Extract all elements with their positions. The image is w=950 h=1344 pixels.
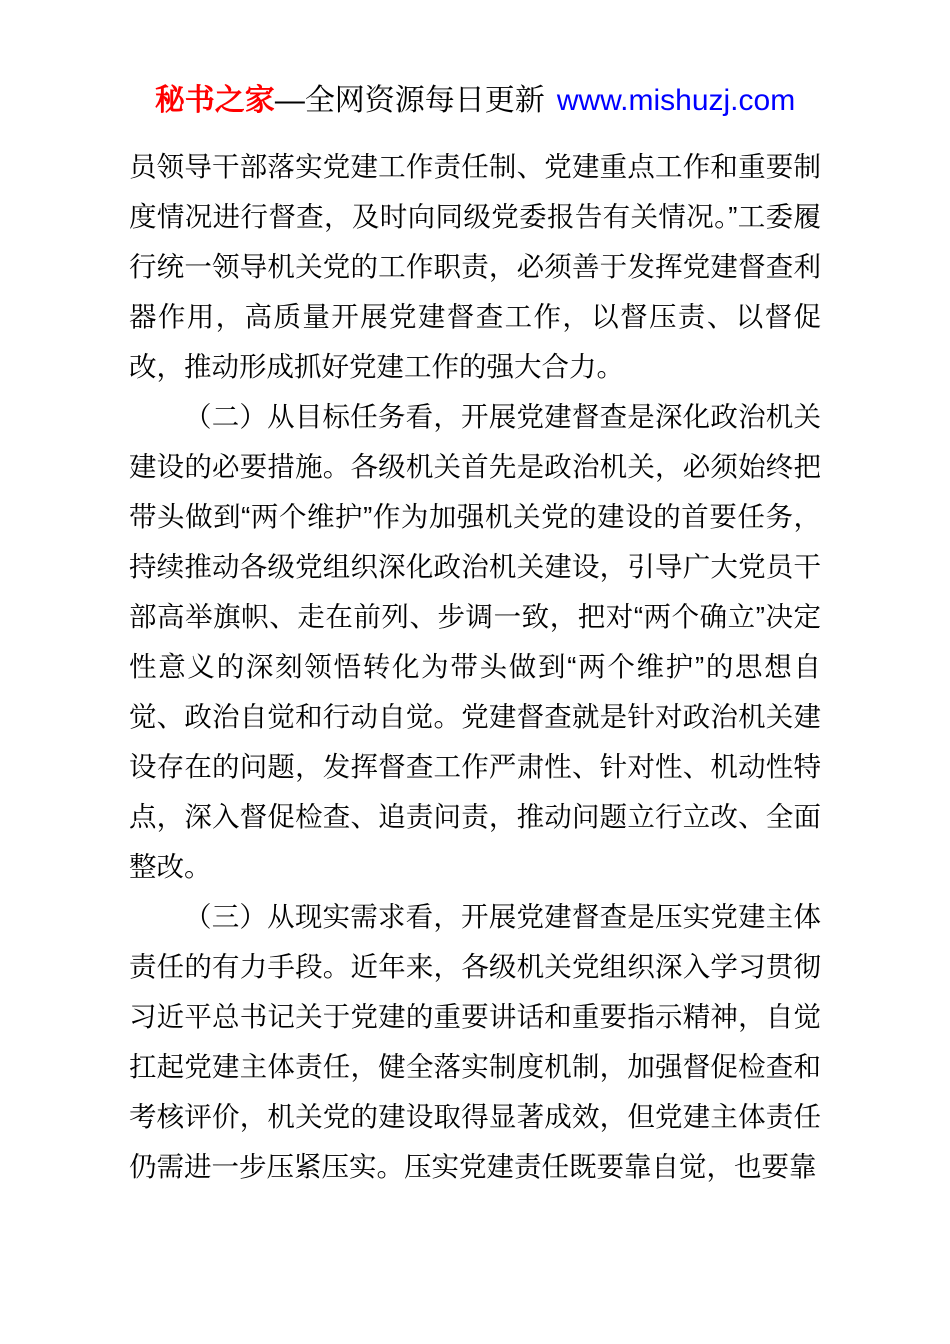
site-brand: 秘书之家 bbox=[154, 84, 275, 117]
header-tagline: 全网资源每日更新 bbox=[304, 84, 545, 117]
page-header bbox=[0, 0, 950, 118]
paragraph-continuation: 员领导干部落实党建工作责任制、党建重点工作和重要制度情况进行督查，及时向同级党委报告有关情况。”工委履行统一领导机关党的工作职责，必须善于发挥党建督查利器作用，高质量开展党建督查工作，以督压责、以督促改，推动形成抓好党建工作的强大合力。 bbox=[129, 151, 821, 382]
site-url-link[interactable]: www.mishuzj.com bbox=[556, 84, 796, 117]
paragraph-section-two: （二）从目标任务看，开展党建督查是深化政治机关建设的必要措施。各级机关首先是政治机关，必须始终把带头做到“两个维护”作为加强机关党的建设的首要任务，持续推动各级党组织深化政治机关建设，引导广大党员干部高举旗帜、走在前列、步调一致，把对“两个确立”决定性意义的深刻领悟转化为带头做到“两个维护”的思想自觉、政治自觉和行动自觉。党建督查就是针对政治机关建设存在的问题，发挥督查工作严肃性、针对性、机动性特点，深入督促检查、追责问责，推动问题立行立改、全面整改。 bbox=[129, 401, 821, 882]
document-body bbox=[129, 142, 821, 1192]
header-dash: — bbox=[274, 84, 305, 117]
paragraph-section-three: （三）从现实需求看，开展党建督查是压实党建主体责任的有力手段。近年来，各级机关党组织深入学习贯彻习近平总书记关于党建的重要讲话和重要指示精神，自觉扛起党建主体责任，健全落实制度机制，加强督促检查和考核评价，机关党的建设取得显著成效，但党建主体责任仍需进一步压紧压实。压实党建责任既要靠自觉，也要靠 bbox=[129, 901, 821, 1182]
